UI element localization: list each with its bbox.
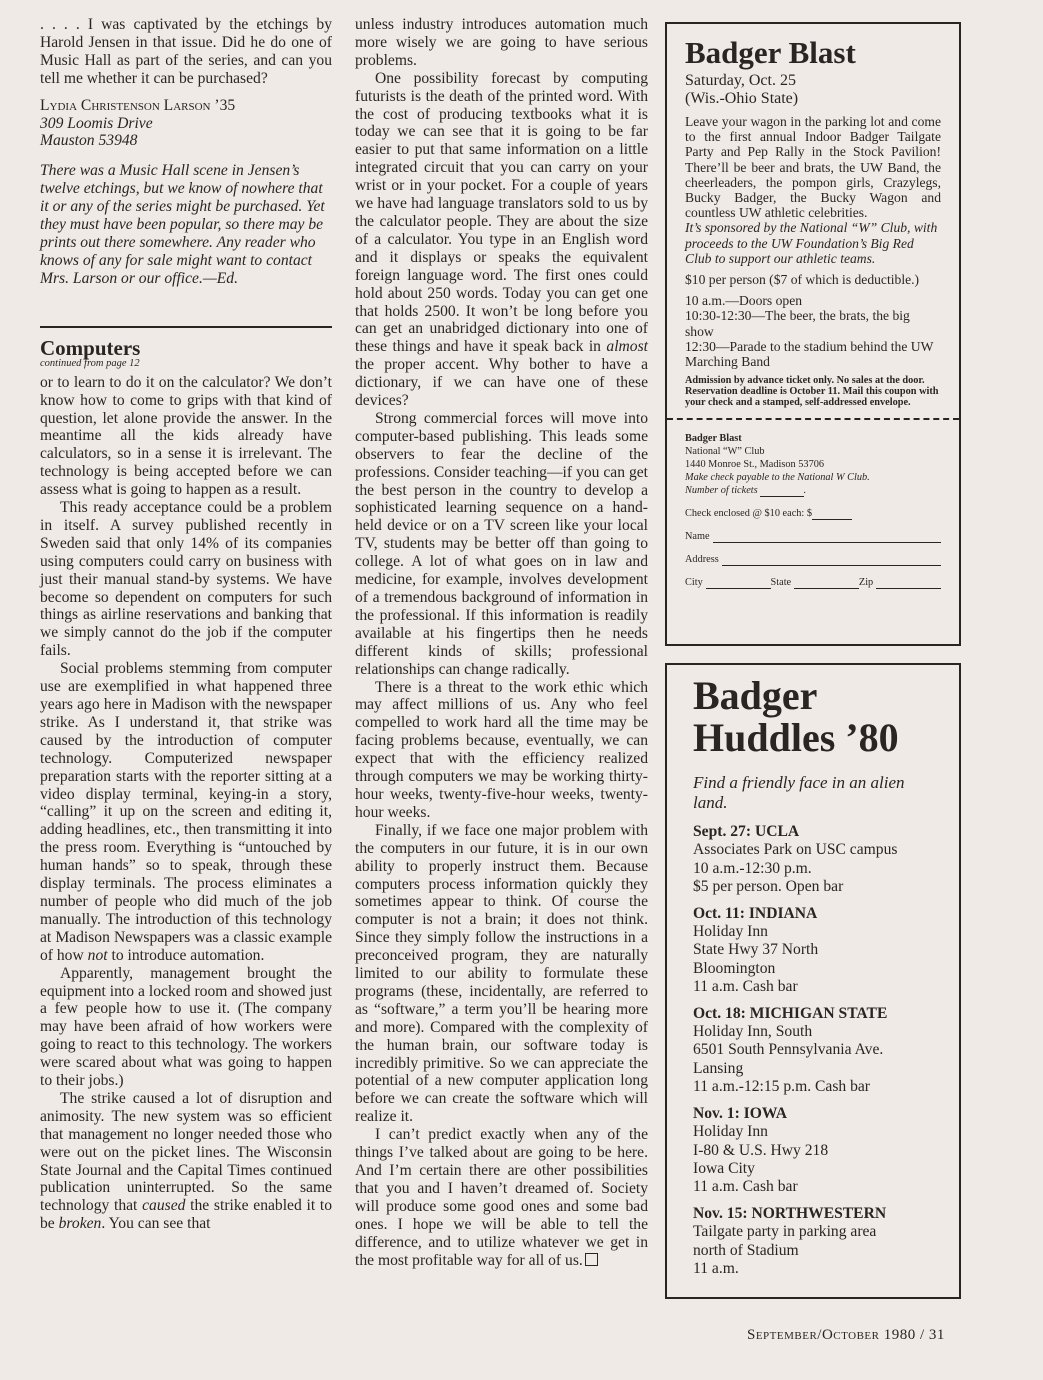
paragraph-emphasis: broken xyxy=(58,1215,102,1233)
coupon-payable: Make check payable to the National W Club. xyxy=(685,472,870,484)
coupon-address-field[interactable] xyxy=(685,553,941,566)
blast-admission-note: Admission by advance ticket only. No sales at the door. Reservation deadline is October 11. Mail this coupon with your check and a stamped, self-addressed envelope. xyxy=(685,375,939,409)
signature-address-1: 309 Loomis Drive xyxy=(40,114,153,132)
blast-description: Leave your wagon in the parking lot and come to the first annual Indoor Badger Tailgate Party and Pep Rally in the Stock Pavilion! There’ll be beer and brats, the UW Band, the cheerleaders, the pompon girls, Crazylegs, Bucky Badger, the Bucky Wagon and countless UW athletic celebrities. xyxy=(685,114,941,221)
huddle-event xyxy=(693,1205,933,1279)
paragraph-text: Social problems stemming from computer use are exemplified in what happened three years ago here in Madison with the newspaper strike. As I understand it, that strike was caused by the introduction of computer technology. Computerized newspaper preparation starts with the reporter sitting at a video display terminal, keying-in a story, “calling” it up on the screen and editing it, adding headlines, etc., then transmitting it into the press room. Everything is “untouched by human hands” so to speak, through these display terminals. The process eliminates a number of people who did much of the job manually. The introduction of this technology at Madison Newspapers was a classic example of how xyxy=(40,660,332,964)
blast-sponsor: It’s sponsored by the National “W” Club, with proceeds to the UW Foundation’s Big Red Club to support our athletic teams. xyxy=(685,220,938,266)
huddle-event-detail: Holiday Inn xyxy=(693,923,768,941)
section-divider xyxy=(40,326,332,328)
column-middle xyxy=(355,16,648,1269)
paragraph-emphasis: almost xyxy=(606,338,648,356)
blast-game-text: (Wis.-Ohio State) xyxy=(685,90,799,107)
paragraph-text: the proper accent. Why bother to have a dictionary, if we can have one of these devices? xyxy=(355,356,648,410)
huddle-event-detail: Tailgate party in parking area xyxy=(693,1223,877,1241)
huddle-event-head: Oct. 18: MICHIGAN STATE xyxy=(693,1004,888,1022)
coupon-address: 1440 Monroe St., Madison 53706 xyxy=(685,459,825,471)
letter-signature xyxy=(40,97,332,151)
huddle-event-detail: north of Stadium xyxy=(693,1241,799,1259)
computers-paragraph-2: This ready acceptance could be a problem in itself. A survey published recently in Sweden said that only 14% of its companies using computers could carry on business with just their manual stand-by systems. We have become so dependent on computers for such things as airline reservations and banking that we simply cannot do the job if the computer fails. xyxy=(40,499,332,660)
coupon-tickets-label: Number of tickets xyxy=(685,485,758,497)
blast-title: Badger Blast xyxy=(685,35,856,70)
coupon-city-label: City xyxy=(685,577,703,589)
huddles-subtitle: Find a friendly face in an alien land. xyxy=(693,773,905,812)
coupon-org: National “W” Club xyxy=(685,446,765,458)
editor-note: There was a Music Hall scene in Jensen’s twelve etchings, but we know of nowhere that it or any of the series might be purchased. Yet they must have been popular, so there may be prints out there somewhere. Any reader who knows of any for sale might want to contact Mrs. Larson or our office.—Ed. xyxy=(40,162,325,287)
page-footer: September/October 1980 / 31 xyxy=(747,1327,945,1343)
huddle-event-head: Oct. 11: INDIANA xyxy=(693,904,818,922)
huddle-event-head: Nov. 15: NORTHWESTERN xyxy=(693,1204,887,1222)
blast-price: $10 per person ($7 of which is deductible.) xyxy=(685,272,920,288)
coupon xyxy=(667,420,959,589)
huddle-event-detail: Holiday Inn xyxy=(693,1123,768,1141)
huddle-event-detail: $5 per person. Open bar xyxy=(693,878,844,896)
paragraph-text: . You can see that xyxy=(101,1215,211,1233)
huddle-event-detail: 11 a.m. Cash bar xyxy=(693,1178,798,1196)
computers-paragraph-4: Apparently, management brought the equipment into a locked room and showed just a few people how to use it. (The company may have been afraid of how workers were going to react to this technology. The workers were scared about what was going to happen to their jobs.) xyxy=(40,964,332,1090)
reader-letter: . . . . I was captivated by the etchings by Harold Jensen in that issue. Did he do one of Music Hall as part of the series, and can you tell me whether it can be purchased? xyxy=(40,16,332,87)
huddle-event-detail: Associates Park on USC campus xyxy=(693,841,898,859)
paragraph-text: I can’t predict exactly when any of the things I’ve talked about are going to be here. And I’m certain there are other possibilities that you and I haven’t dreamed of. Society will produce some good ones and some bad ones. I hope we will be able to tell the difference, and to utilize whatever we get in the most profitable way for all of us. xyxy=(355,1126,648,1269)
computers-paragraph-3 xyxy=(40,660,332,964)
huddle-event-detail: Lansing xyxy=(693,1059,744,1077)
huddle-event xyxy=(693,1105,933,1197)
huddle-event-detail: 11 a.m. xyxy=(693,1259,739,1277)
huddle-event-detail: Holiday Inn, South xyxy=(693,1023,813,1041)
computers-paragraph-6: unless industry introduces automation much more wisely we are going to have serious problems. xyxy=(355,16,648,69)
huddle-event xyxy=(693,905,933,997)
coupon-city-state-zip-field[interactable] xyxy=(685,576,941,589)
huddle-event-detail: Bloomington xyxy=(693,959,776,977)
huddle-event-head: Sept. 27: UCLA xyxy=(693,823,800,840)
computers-paragraph-11 xyxy=(355,1126,648,1269)
coupon-tickets-field[interactable]: Number of tickets . xyxy=(685,485,807,497)
blast-schedule-1: 10 a.m.—Doors open xyxy=(685,293,803,309)
coupon-name-label: Name xyxy=(685,531,710,543)
coupon-check-label: Check enclosed @ $10 each: $ xyxy=(685,508,812,520)
huddle-event-detail: Iowa City xyxy=(693,1159,755,1177)
signature-address-2: Mauston 53948 xyxy=(40,132,138,150)
huddles-event-list xyxy=(693,823,933,1278)
badger-blast-box xyxy=(665,22,961,646)
huddle-event xyxy=(693,823,933,897)
computers-paragraph-5 xyxy=(40,1090,332,1233)
section-title: Computers xyxy=(40,335,141,360)
end-mark-icon xyxy=(585,1253,598,1266)
coupon-title: Badger Blast xyxy=(685,433,742,445)
paragraph-text: the strike enabled it to be xyxy=(40,1197,333,1233)
coupon-name-field[interactable] xyxy=(685,530,941,543)
paragraph-emphasis: not xyxy=(87,946,108,964)
blast-date xyxy=(685,72,941,108)
blast-schedule-2: 10:30-12:30—The beer, the brats, the big show xyxy=(685,308,910,339)
huddle-event-detail: 11 a.m. Cash bar xyxy=(693,978,798,996)
computers-paragraph-7 xyxy=(355,70,648,410)
badger-huddles-box xyxy=(665,663,961,1299)
huddle-event-head: Nov. 1: IOWA xyxy=(693,1104,788,1122)
computers-paragraph-1: or to learn to do it on the calculator? We don’t know how to come to grips with that kind of question, let alone provide the answer. In the meantime all the kids already have calculators, so in a sense it is irrelevant. The technology is being accepted before we can assess what is going to happen as a result. xyxy=(40,373,332,499)
huddle-event-detail: 11 a.m.-12:15 p.m. Cash bar xyxy=(693,1078,870,1096)
coupon-address-label: Address xyxy=(685,554,719,566)
paragraph-text: to introduce automation. xyxy=(107,946,265,964)
signature-name: Lydia Christenson Larson xyxy=(40,96,211,114)
section-continued: continued from page 12 xyxy=(40,357,140,369)
blast-date-text: Saturday, Oct. 25 xyxy=(685,72,796,89)
huddle-event-detail: 6501 South Pennsylvania Ave. xyxy=(693,1041,884,1059)
blast-schedule-3: 12:30—Parade to the stadium behind the UW Marching Band xyxy=(685,338,934,370)
signature-class: ’35 xyxy=(210,96,236,114)
paragraph-emphasis: caused xyxy=(142,1197,186,1215)
computers-paragraph-8: Strong commercial forces will move into computer-based publishing. This leads some observers to fear the decline of the professions. Consider teaching—if you can get the best person in the country to develop a sophisticated learning sequence on a hand-held device or on a TV screen like your local TV, students may be better off than going to college. A lot of what goes on in law and medicine, for example, involves development of a tremendous background of information in the professional. If this information is readily available at his fingertips then he needs different kinds of skills; professional relationships can change radically. xyxy=(355,409,648,678)
paragraph-text: The strike caused a lot of disruption and animosity. The new system was so efficient that management no longer needed those who were out on the picket lines. The Wisconsin State Journal and the Capital Times continued publication uninterrupted. So the same technology that xyxy=(40,1089,332,1215)
computers-paragraph-10: Finally, if we face one major problem with the computers in our future, it is in our own ability to properly instruct them. Because computers process information quickly they sometimes appear to think. Of course the computer is not a brain; it does not think. Since they simply follow the instructions in a preconceived program, they are naturally limited to our ability to formulate these programs (these, incidentally, are referred to as “software,” a term you’ll be hearing more and more). Compared with the complexity of the human brain, our software today is incredibly primitive. So we can appreciate the potential of a new computer application long before we can create the software which will realize it. xyxy=(355,821,648,1126)
huddles-title: Badger Huddles ’80 xyxy=(693,673,899,760)
huddle-event-detail: 10 a.m.-12:30 p.m. xyxy=(693,859,812,877)
huddle-event-detail: I-80 & U.S. Hwy 218 xyxy=(693,1141,829,1159)
huddle-event-detail: State Hwy 37 North xyxy=(693,941,819,959)
coupon-check-field[interactable] xyxy=(685,507,941,520)
coupon-zip-label: Zip xyxy=(858,577,874,589)
huddle-event xyxy=(693,1005,933,1097)
paragraph-text: One possibility forecast by computing futurists is the death of the printed word. With the cost of producing textbooks what it is today we can see that it is going to be far easier to put that same information on a little integrated circuit that you can carry on your wrist or in your pocket. For a couple of years we have had language translators sold to us by the calculator people. They are about the size of a calculator. You type in an English word and it displays or speaks the equivalent foreign language word. The first ones could hold about 250 words. Today you can get one that holds 2500. It won’t be long before you can get an unabridged dictionary into one of these things and have it speak back in xyxy=(355,69,648,356)
computers-paragraph-9: There is a threat to the work ethic which may affect millions of us. Any who feel compelled to work hard all the time may be facing problems because, eventually, we can expect that with the efficiency realized through computers we may be working thirty-hour weeks, twenty-five-hour weeks, twenty-hour weeks. xyxy=(355,678,648,821)
coupon-state-label: State xyxy=(770,577,792,589)
column-left xyxy=(40,16,332,1233)
